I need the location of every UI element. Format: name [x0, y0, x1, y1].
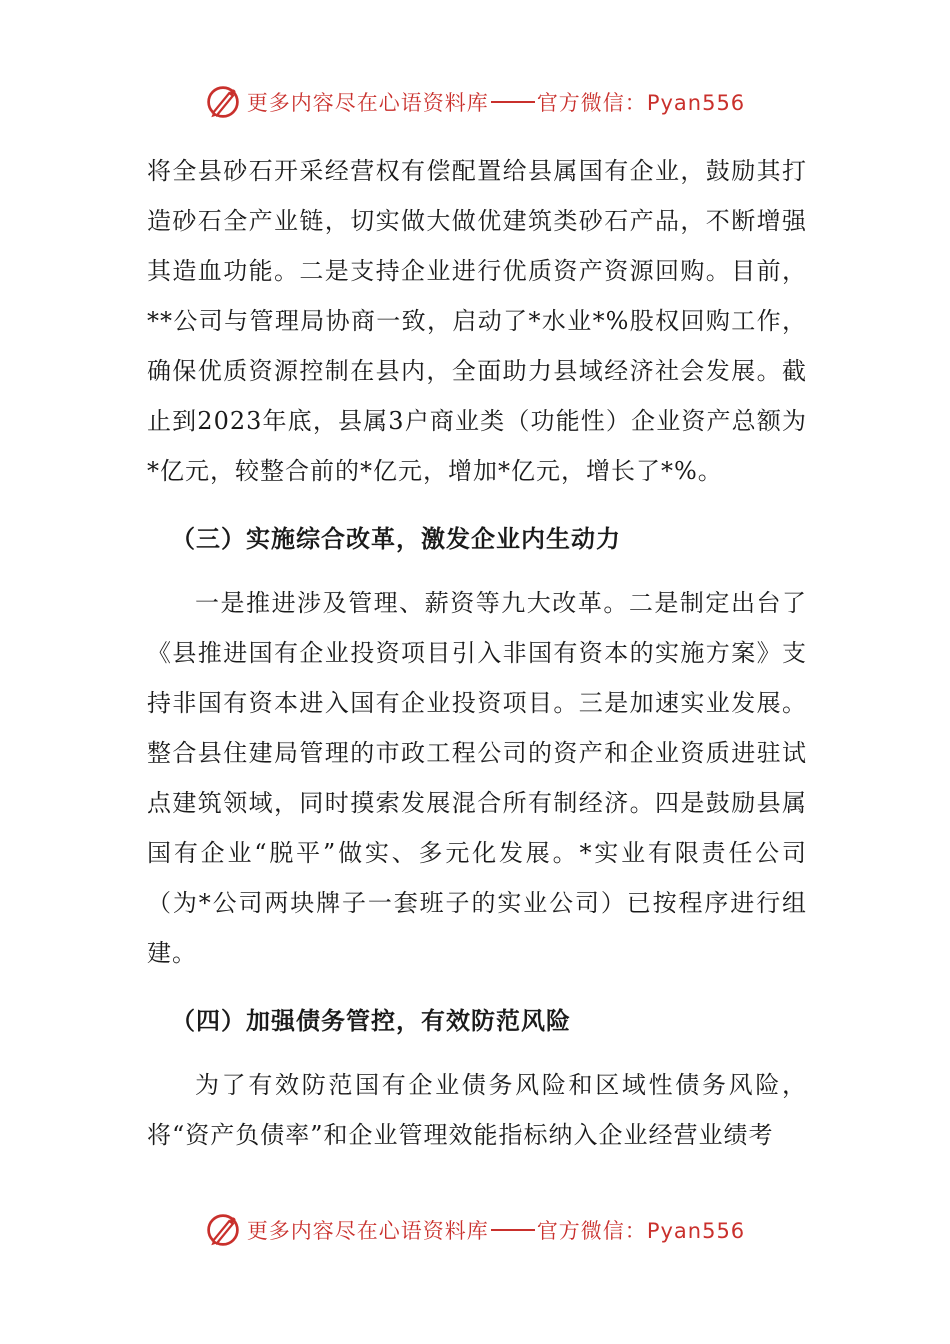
section-4-body: 为了有效防范国有企业债务风险和区域性债务风险，将“资产负债率”和企业管理效能指标纳入企业经营业绩考: [147, 1071, 807, 1149]
paragraph-continued: 将全县砂石开采经营权有偿配置给县属国有企业，鼓励其打造砂石全产业链，切实做大做优建筑类砂石产品，不断增强其造血功能。二是支持企业进行优质资产资源回购。目前，**公司与管理局协商一致，启动了*水业*%股权回购工作，确保优质资源控制在县内，全面助力县域经济社会发展。截止到2023年底，县属3户商业类（功能性）企业资产总额为*亿元，较整合前的*亿元，增加*亿元，增长了*%。: [147, 157, 807, 485]
section-3-body: 一是推进涉及管理、薪资等九大改革。二是制定出台了《县推进国有企业投资项目引入非国有资本的实施方案》支持非国有资本进入国有企业投资项目。三是加速实业发展。整合县住建局管理的市政工程公司的资产和企业资质进驻试点建筑领域，同时摸索发展混合所有制经济。四是鼓励县属国有企业“脱平”做实、多元化发展。*实业有限责任公司（为*公司两块牌子一套班子的实业公司）已按程序进行组建。: [147, 589, 807, 967]
section-heading-3: （三）实施综合改革，激发企业内生动力: [171, 525, 621, 553]
footer-banner: [0, 1210, 950, 1250]
pen-logo-icon: [205, 1212, 241, 1248]
header-banner: [0, 82, 950, 122]
banner-text: 更多内容尽在心语资料库 官方微信：Pyan556: [246, 1219, 746, 1243]
pen-logo-icon: [205, 84, 241, 120]
wechat-id: Pyan556: [646, 1219, 746, 1243]
wechat-id: Pyan556: [646, 91, 746, 115]
banner-text: 更多内容尽在心语资料库 官方微信：Pyan556: [246, 91, 746, 115]
section-heading-4: （四）加强债务管控，有效防范风险: [171, 1007, 571, 1035]
document-body: [147, 146, 807, 1160]
